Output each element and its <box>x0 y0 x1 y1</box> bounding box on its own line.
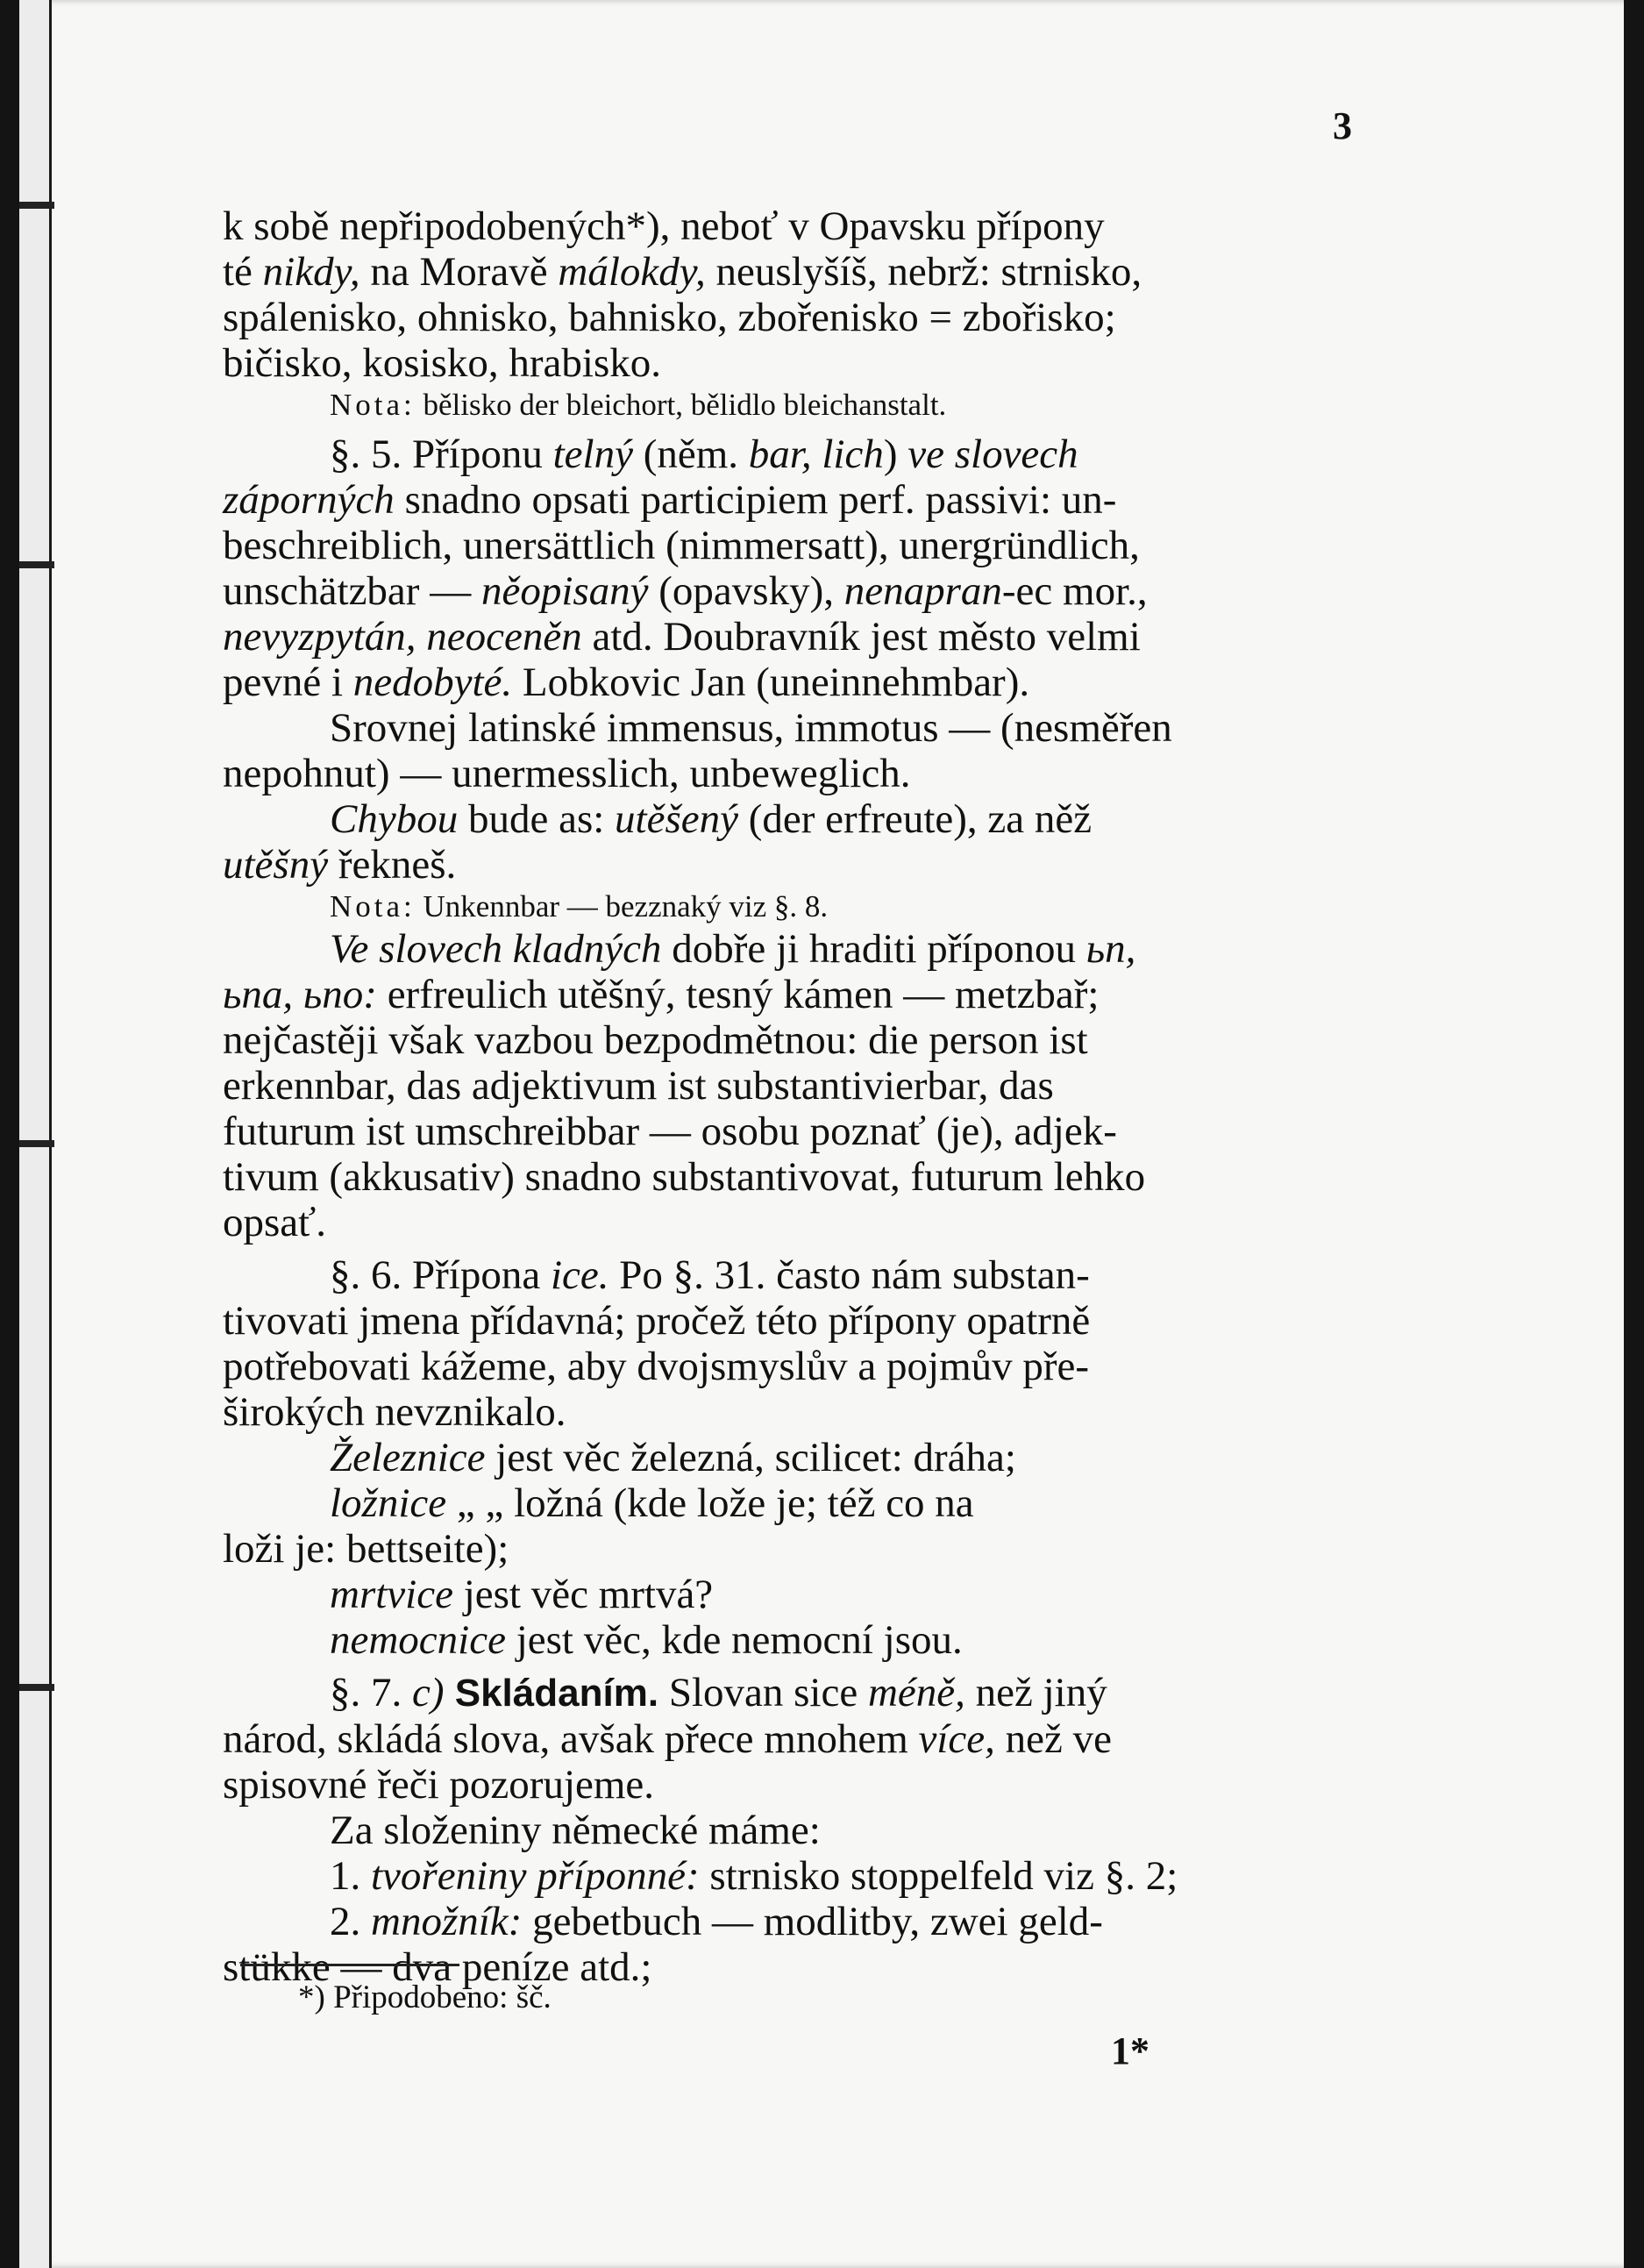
text-line: Za složeniny německé máme: <box>330 1808 821 1853</box>
example-line: ložnice „ „ ložná (kde lože je; též co na <box>330 1480 974 1526</box>
signature-mark: 1* <box>1111 2029 1149 2072</box>
text-line: Srovnej latinské immensus, immotus — (nesměřen <box>330 705 1172 751</box>
example-line: nemocnice jest věc, kde nemocní jsou. <box>330 1617 963 1663</box>
list-item-continuation: stükke — dva peníze atd.; <box>223 1944 652 1990</box>
text-line: tivovati jmena přídavná; pročež této přípony opatrně <box>223 1298 1091 1344</box>
nota-line: Nota: Unkennbar — bezznaký viz §. 8. <box>330 889 829 924</box>
binding-edge <box>19 0 52 2268</box>
text-line: záporných snadno opsati participiem perf. passivi: un- <box>223 477 1117 523</box>
book-page <box>19 0 1624 2268</box>
list-item: 2. množník: gebetbuch — modlitby, zwei geld- <box>330 1899 1103 1944</box>
text-line: Ve slovech kladných dobře ji hraditi příponou ьn, <box>330 926 1136 972</box>
text-line: futurum ist umschreibbar — osobu poznať (je), adjek- <box>223 1109 1117 1154</box>
text-line: unschätzbar — něopisaný (opavsky), nenapran-ec mor., <box>223 568 1148 614</box>
text-line: opsať. <box>223 1200 326 1245</box>
page-number: 3 <box>1333 104 1352 147</box>
text-line: nevyzpytán, neoceněn atd. Doubravník jest město velmi <box>223 614 1141 660</box>
binding-mark <box>19 561 54 568</box>
text-line: pevné i nedobyté. Lobkovic Jan (uneinnehmbar). <box>223 660 1030 705</box>
text-line: té nikdy, na Moravě málokdy, neuslyšíš, nebrž: strnisko, <box>223 249 1142 295</box>
text-line: bičisko, kosisko, hrabisko. <box>223 340 662 386</box>
section-6-heading-line: §. 6. Přípona ice. Po §. 31. často nám substan- <box>330 1252 1090 1298</box>
text-line: národ, skládá slova, avšak přece mnohem více, než ve <box>223 1716 1112 1762</box>
example-line: mrtvice jest věc mrtvá? <box>330 1572 714 1617</box>
text-line: spisovné řeči pozorujeme. <box>223 1762 655 1808</box>
text-line: erkennbar, das adjektivum ist substantivierbar, das <box>223 1063 1054 1109</box>
footnote-rule <box>240 1964 459 1966</box>
text-line: širokých nevznikalo. <box>223 1389 566 1435</box>
section-5-heading-line: §. 5. Příponu telný (něm. bar, lich) ve slovech <box>330 431 1078 477</box>
footnote: *) Připodobeno: šč. <box>298 1979 552 2015</box>
example-line: loži je: bettseite); <box>223 1526 509 1572</box>
binding-mark <box>19 202 54 209</box>
text-line: potřebovati kážeme, aby dvojsmyslův a pojmův pře- <box>223 1344 1090 1389</box>
text-line: k sobě nepřipodobených*), neboť v Opavsku přípony <box>223 203 1105 249</box>
text-line: ьna, ьno: erfreulich utěšný, tesný kámen — metzbař; <box>223 972 1100 1017</box>
text-line: beschreiblich, unersättlich (nimmersatt), unergründlich, <box>223 523 1140 568</box>
section-7-heading-line: §. 7. c) Skládaním. Slovan sice méně, než jiný <box>330 1670 1107 1715</box>
example-line: Železnice jest věc železná, scilicet: dráha; <box>330 1435 1016 1480</box>
nota-line: Nota: bělisko der bleichort, bělidlo bleichanstalt. <box>330 388 947 422</box>
list-item: 1. tvořeniny příponné: strnisko stoppelfeld viz §. 2; <box>330 1853 1178 1899</box>
text-line: nejčastěji však vazbou bezpodmětnou: die person ist <box>223 1017 1088 1063</box>
binding-mark <box>19 1140 54 1147</box>
text-line: nepohnut) — unermesslich, unbeweglich. <box>223 751 911 796</box>
binding-mark <box>19 1684 54 1691</box>
text-line: utěšný řekneš. <box>223 842 457 888</box>
body-text <box>223 203 1332 1990</box>
text-line: tivum (akkusativ) snadno substantivovat, futurum lehko <box>223 1154 1146 1200</box>
text-line: spálenisko, ohnisko, bahnisko, zbořenisko = zbořisko; <box>223 295 1116 340</box>
text-line: Chybou bude as: utěšený (der erfreute), za něž <box>330 796 1092 842</box>
